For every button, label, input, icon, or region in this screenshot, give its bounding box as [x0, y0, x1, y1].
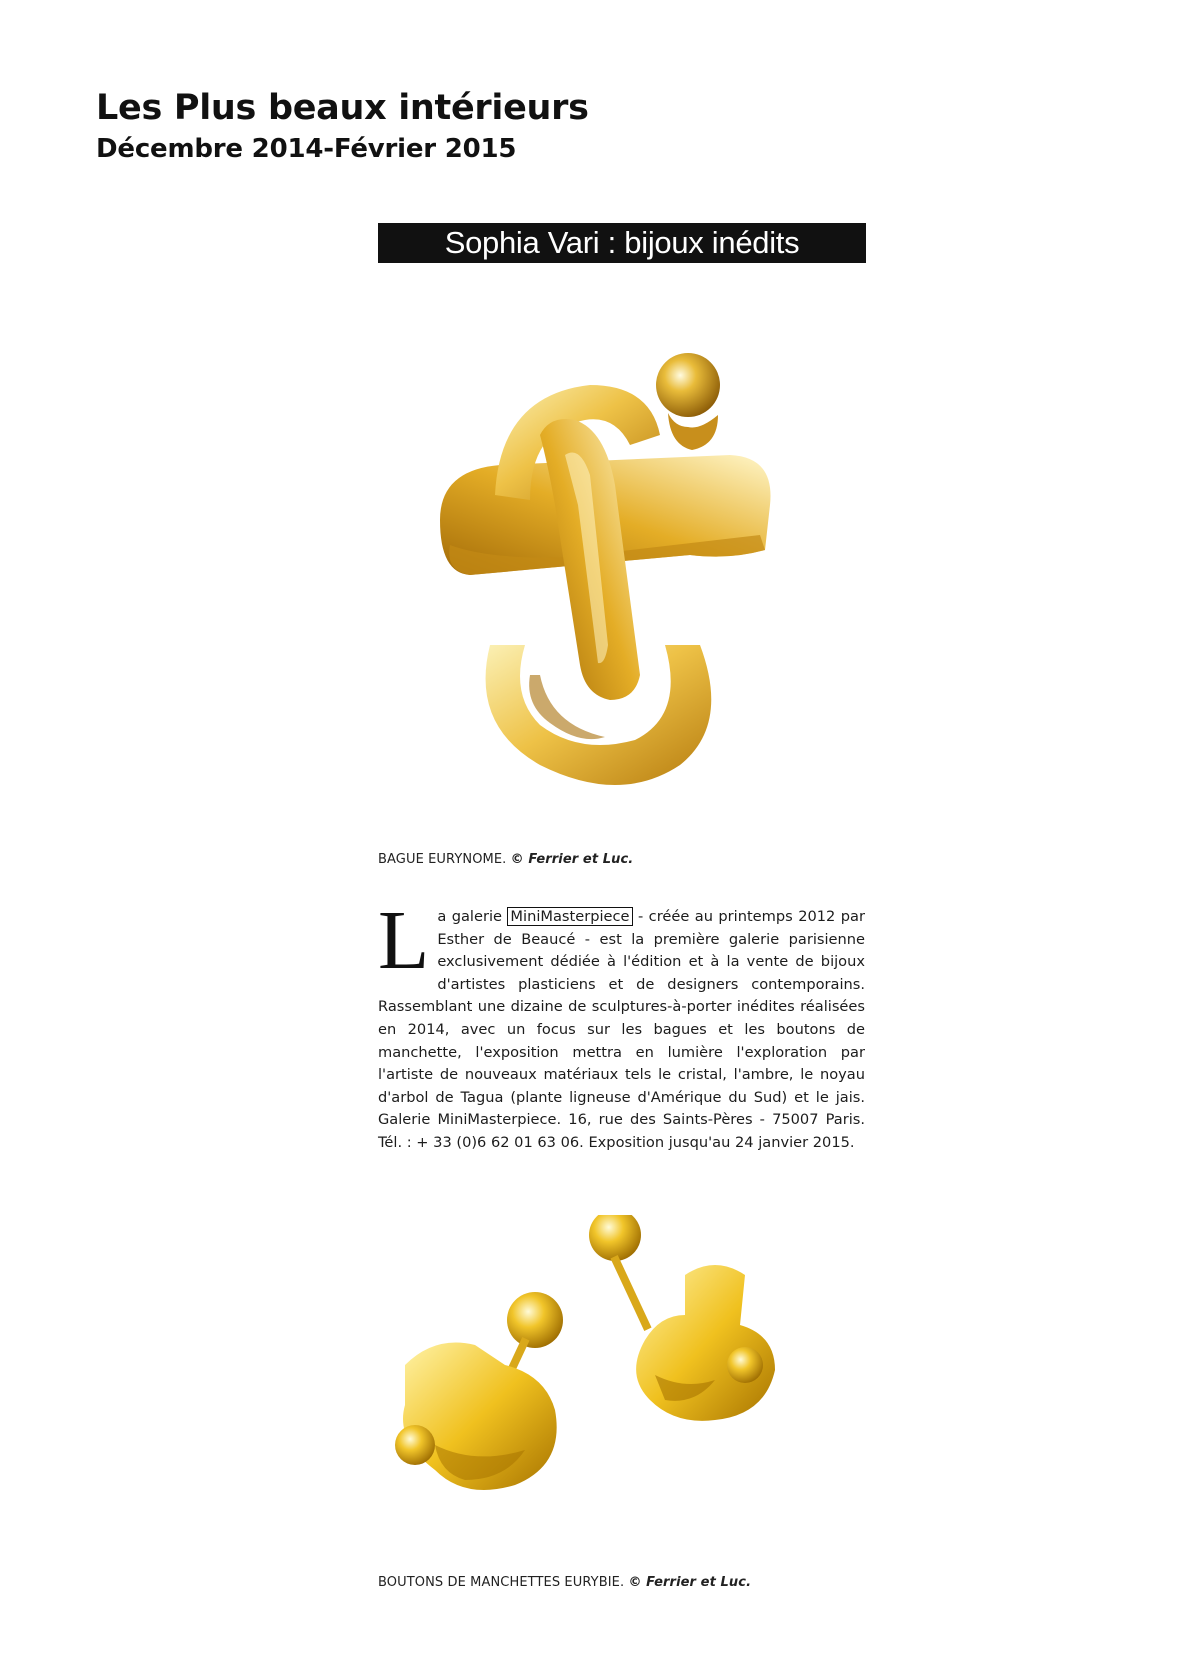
cufflinks-caption — [378, 1575, 751, 1590]
cufflinks-caption-text: BOUTONS DE MANCHETTES EURYBIE. — [378, 1575, 629, 1590]
gallery-name-box: MiniMasterpiece — [507, 907, 632, 926]
ring-caption-text: BAGUE EURYNOME. — [378, 852, 511, 867]
article-lead: a galerie — [437, 908, 508, 925]
publication-title: Les Plus beaux intérieurs — [96, 88, 589, 128]
cufflinks-caption-credit: © Ferrier et Luc. — [628, 1575, 752, 1590]
ring-photo — [430, 345, 810, 815]
article-body — [378, 894, 865, 1155]
publication-date: Décembre 2014-Février 2015 — [96, 134, 517, 164]
drop-cap: L — [378, 894, 430, 987]
ring-caption — [378, 852, 633, 867]
cufflinks-photo — [395, 1215, 840, 1560]
article-text: - créée au printemps 2012 par Esther de Beaucé - est la première galerie parisienne exclusivement dédiée à l'édition et à la vente de bijoux d'artistes plasticiens et de designers contemporains. Rassemblant une dizaine de sculptures-à-porter inédites réalisées en 2014, avec un focus sur les bagues et les boutons de manchette, l'exposition mettra en lumière l'exploration par l'artiste de nouveaux matériaux tels le cristal, l'ambre, le noyau d'arbol de Tagua (plante ligneuse d'Amérique du Sud) et le jais. Galerie MiniMasterpiece. 16, rue des Saints-Pères - 75007 Paris. Tél. : + 33 (0)6 62 01 63 06. Exposition jusqu'au 24 janvier 2015. — [378, 908, 865, 1151]
ring-caption-credit: © Ferrier et Luc. — [510, 852, 634, 867]
article-headline: Sophia Vari : bijoux inédits — [378, 223, 866, 263]
